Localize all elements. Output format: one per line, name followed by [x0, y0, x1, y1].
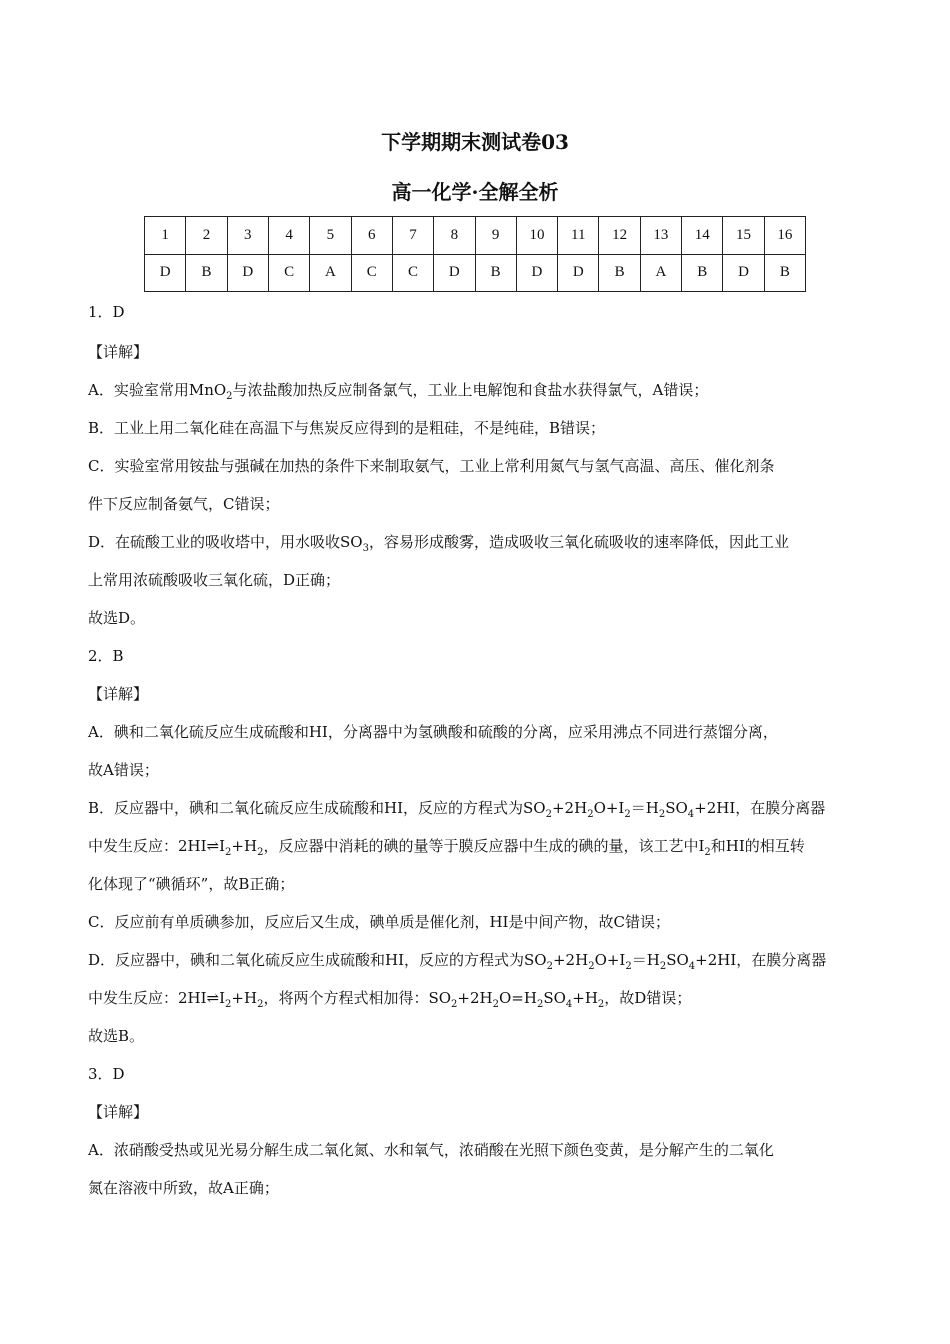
- q2-option-b-line1: [88, 798, 868, 825]
- question-number-cell: 10: [516, 217, 557, 255]
- subscript: 2: [625, 961, 632, 972]
- q2-option-d-line2: [88, 988, 868, 1015]
- text-segment: D．反应器中，碘和二氧化硫反应生成硫酸和HI，反应的方程式为SO: [88, 951, 547, 969]
- q2-option-c: C．反应前有单质碘参加，反应后又生成，碘单质是催化剂，HI是中间产物，故C错误；: [88, 913, 670, 931]
- question-number-cell: 12: [599, 217, 640, 255]
- page-subtitle: 高一化学·全解全析: [391, 180, 559, 204]
- question-number-cell: 8: [434, 217, 475, 255]
- text-segment: +2H: [551, 799, 588, 817]
- text-segment: ，将两个方程式相加得：SO: [263, 989, 452, 1007]
- text-segment: +2H: [552, 951, 589, 969]
- text-segment: ＝H: [631, 951, 660, 969]
- subscript: 2: [658, 809, 666, 820]
- answer-cell: A: [310, 254, 351, 292]
- question-number-cell: 2: [186, 217, 227, 255]
- text-segment: ，容易形成酸雾，造成吸收三氧化硫吸收的速率降低，因此工业: [368, 533, 789, 551]
- answer-cell: D: [145, 254, 186, 292]
- subscript: 2: [624, 809, 631, 820]
- answer-cell: B: [599, 254, 640, 292]
- q1-detail-label: 【详解】: [88, 343, 149, 361]
- question-number-cell: 4: [268, 217, 309, 255]
- q3-option-a-line2: 氮在溶液中所致，故A正确；: [88, 1179, 279, 1197]
- question-number-cell: 15: [723, 217, 764, 255]
- subscript: 2: [704, 847, 711, 858]
- text-segment: 中发生反应：2HI⇌I: [88, 989, 226, 1007]
- text-segment: +2HI，在膜分离器: [695, 951, 827, 969]
- q2-option-d-line1: [88, 950, 868, 977]
- text-segment: +H: [231, 837, 258, 855]
- question-number-cell: 7: [392, 217, 433, 255]
- text-segment: D．在硫酸工业的吸收塔中，用水吸收SO: [88, 533, 363, 551]
- answer-cell: C: [268, 254, 309, 292]
- subscript: 2: [597, 999, 605, 1010]
- answer-cell: C: [351, 254, 392, 292]
- subscript: 2: [257, 847, 264, 858]
- subscript: 2: [492, 999, 499, 1010]
- text-segment: O=H: [498, 989, 537, 1007]
- subscript: 2: [545, 809, 552, 820]
- subscript: 3: [362, 543, 369, 554]
- subscript: 4: [565, 999, 573, 1010]
- question-number-cell: 11: [558, 217, 599, 255]
- text-segment: ，故D错误；: [604, 989, 692, 1007]
- question-number-cell: 1: [145, 217, 186, 255]
- text-segment: ＝H: [630, 799, 659, 817]
- answer-cell: B: [475, 254, 516, 292]
- subscript: 2: [588, 961, 595, 972]
- text-segment: +2H: [457, 989, 493, 1007]
- q1-option-c-line2: 件下反应制备氨气，C错误；: [88, 495, 280, 513]
- answer-cell: B: [682, 254, 723, 292]
- subscript: 2: [257, 999, 264, 1010]
- answer-table: [144, 216, 806, 292]
- text-segment: 和HI的相互转: [710, 837, 805, 855]
- subscript: 2: [225, 999, 232, 1010]
- answer-cell: D: [227, 254, 268, 292]
- question-number-cell: 6: [351, 217, 392, 255]
- text-segment: +H: [231, 989, 258, 1007]
- q2-option-a-line2: 故A错误；: [88, 761, 159, 779]
- subscript: 2: [587, 809, 594, 820]
- text-segment: +2HI，在膜分离器: [694, 799, 826, 817]
- q2-option-b-line3: 化体现了“碘循环”，故B正确；: [88, 875, 295, 893]
- text-segment: A．实验室常用MnO: [88, 381, 227, 399]
- q2-detail-label: 【详解】: [88, 685, 149, 703]
- subscript: 2: [659, 961, 667, 972]
- text-segment: SO: [665, 799, 688, 817]
- answer-cell: D: [558, 254, 599, 292]
- text-segment: SO: [666, 951, 689, 969]
- answer-table-answer-row: [145, 254, 806, 292]
- answer-table-number-row: [145, 217, 806, 255]
- answer-cell: D: [516, 254, 557, 292]
- q1-option-a: [88, 380, 868, 407]
- subscript: 2: [226, 391, 233, 402]
- answer-cell: B: [186, 254, 227, 292]
- subscript: 2: [451, 999, 458, 1010]
- q2-conclusion: 故选B。: [88, 1027, 145, 1045]
- text-segment: O+I: [594, 951, 626, 969]
- text-segment: 中发生反应：2HI⇌I: [88, 837, 226, 855]
- subscript: 2: [536, 999, 544, 1010]
- text-segment: 与浓盐酸加热反应制备氯气，工业上电解饱和食盐水获得氯气，A错误；: [232, 381, 709, 399]
- answer-cell: B: [764, 254, 805, 292]
- question-number-cell: 13: [640, 217, 681, 255]
- page-title: 下学期期末测试卷03: [381, 130, 569, 154]
- q1-option-c-line1: C．实验室常用铵盐与强碱在加热的条件下来制取氨气，工业上常利用氮气与氢气高温、高压、催化剂条: [88, 457, 775, 475]
- text-segment: SO: [543, 989, 566, 1007]
- q1-option-d-line2: 上常用浓硫酸吸收三氧化硫，D正确；: [88, 571, 341, 589]
- q1-heading: 1．D: [88, 303, 125, 321]
- q1-option-d-line1: [88, 532, 868, 559]
- subscript: 2: [225, 847, 232, 858]
- question-number-cell: 3: [227, 217, 268, 255]
- text-segment: ，反应器中消耗的碘的量等于膜反应器中生成的碘的量，该工艺中I: [263, 837, 705, 855]
- text-segment: O+I: [593, 799, 625, 817]
- q3-detail-label: 【详解】: [88, 1103, 149, 1121]
- q3-heading: 3．D: [88, 1065, 125, 1083]
- q1-option-b: B．工业上用二氧化硅在高温下与焦炭反应得到的是粗硅，不是纯硅，B错误；: [88, 419, 606, 437]
- answer-cell: D: [434, 254, 475, 292]
- q2-option-a-line1: A．碘和二氧化硫反应生成硫酸和HI，分离器中为氢碘酸和硫酸的分离，应采用沸点不同进行蒸馏分离，: [88, 723, 778, 741]
- question-number-cell: 16: [764, 217, 805, 255]
- answer-cell: C: [392, 254, 433, 292]
- question-number-cell: 5: [310, 217, 351, 255]
- q2-heading: 2．B: [88, 647, 124, 665]
- question-number-cell: 9: [475, 217, 516, 255]
- text-segment: B．反应器中，碘和二氧化硫反应生成硫酸和HI，反应的方程式为SO: [88, 799, 546, 817]
- q3-option-a-line1: A．浓硝酸受热或见光易分解生成二氧化氮、水和氧气，浓硝酸在光照下颜色变黄，是分解产生的二氧化: [88, 1141, 774, 1159]
- text-segment: +H: [572, 989, 598, 1007]
- answer-cell: A: [640, 254, 681, 292]
- q2-option-b-line2: [88, 836, 868, 863]
- question-number-cell: 14: [682, 217, 723, 255]
- subscript: 4: [687, 809, 695, 820]
- q1-conclusion: 故选D。: [88, 609, 146, 627]
- subscript: 2: [546, 961, 553, 972]
- subscript: 4: [688, 961, 696, 972]
- answer-cell: D: [723, 254, 764, 292]
